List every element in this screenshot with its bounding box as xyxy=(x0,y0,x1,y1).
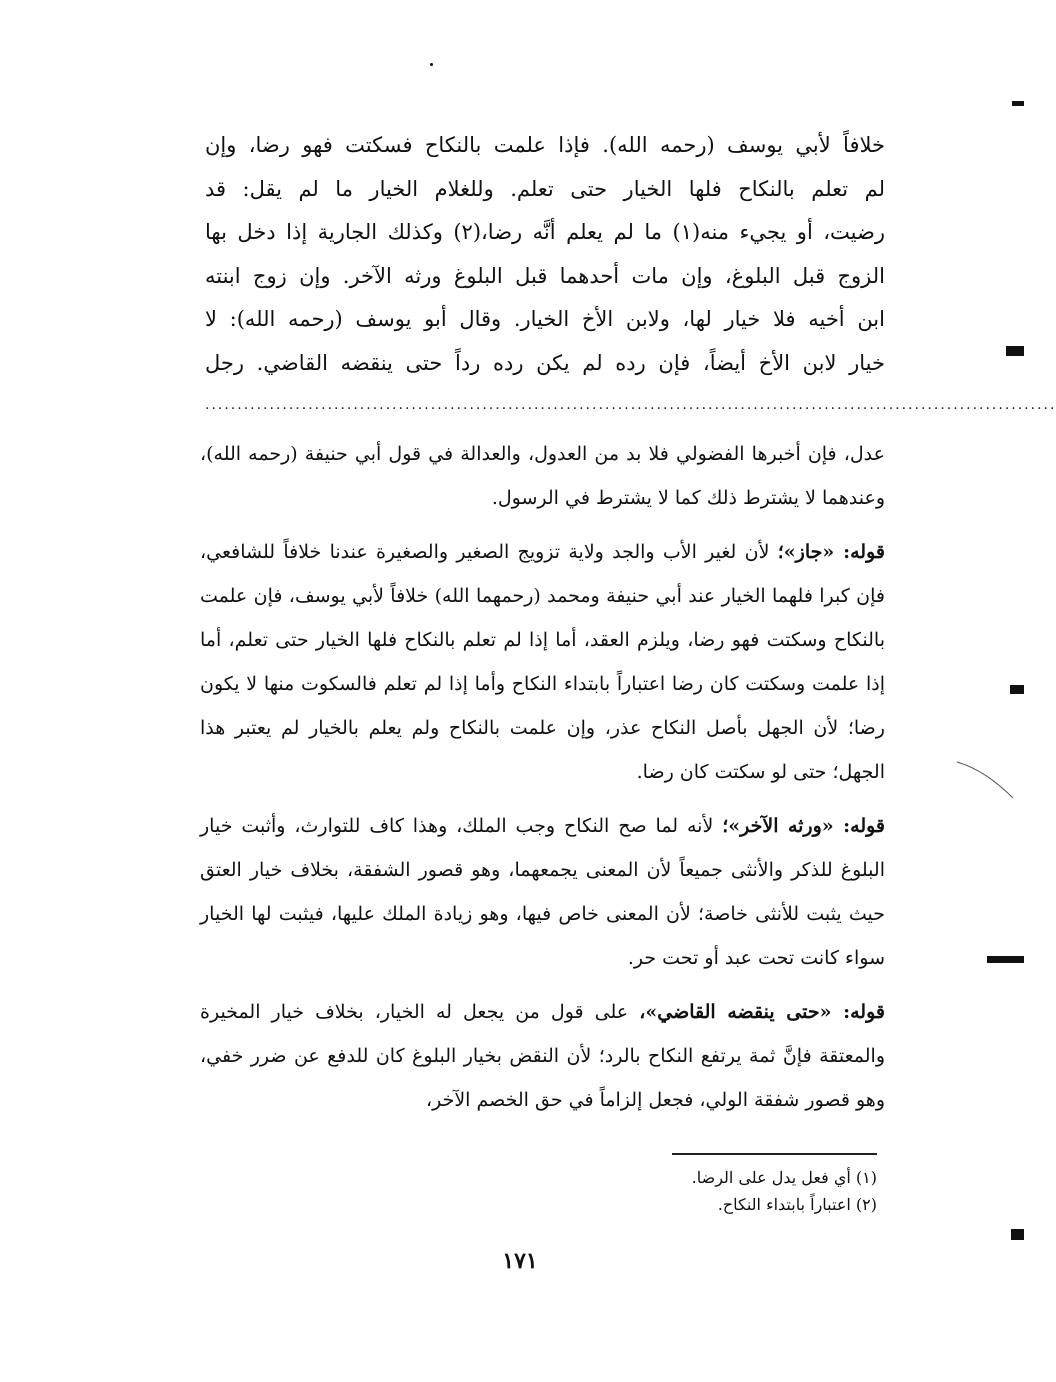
scan-artifact-curve xyxy=(955,760,1015,800)
scan-artifact xyxy=(430,63,433,66)
commentary-block xyxy=(200,432,885,1132)
main-text-line: خيار لابن الأخ أيضاً، فإن رده لم يكن رده رداً حتى ينقضه القاضي. رجل xyxy=(205,350,885,375)
main-text-line: الزوج قبل البلوغ، وإن مات أحدهما قبل البلوغ ورثه الآخر. وإن زوج ابنته xyxy=(205,263,885,288)
page-number: ١٧١ xyxy=(502,1248,538,1274)
commentary-paragraph xyxy=(200,530,885,794)
main-text-line: لم تعلم بالنكاح فلها الخيار حتى تعلم. وللغلام الخيار ما لم يقل: قد xyxy=(205,176,885,201)
commentary-paragraph xyxy=(200,990,885,1122)
main-text-line: ابن أخيه فلا خيار لها، ولابن الأخ الخيار. وقال أبو يوسف (رحمه الله): لا xyxy=(205,307,885,331)
scan-artifact xyxy=(1006,346,1024,356)
commentary-lead: قوله: «حتى ينقضه القاضي»، xyxy=(639,1001,885,1023)
commentary-text: لأنه لما صح النكاح وجب الملك، وهذا كاف للتوارث، وأثبت خيار البلوغ للذكر والأنثى جميعاً لأن المعنى يجمعهما، وهو قصور الشفقة، بخلاف خيار العتق حيث يثبت للأنثى خاصة؛ لأن المعنى خاص فيها، وهو زيادة الملك عليها، فيثبت لها الخيار سواء كانت تحت عبد أو تحت حر. xyxy=(200,815,885,969)
commentary-lead: قوله: «ورثه الآخر»؛ xyxy=(722,815,886,837)
commentary-paragraph xyxy=(200,804,885,980)
footnote: (٢) اعتباراً بابتداء النكاح. xyxy=(717,1195,877,1214)
commentary-text: عدل، فإن أخبرها الفضولي فلا بد من العدول، والعدالة في قول أبي حنيفة (رحمه الله)، وعندهما لا يشترط ذلك كما لا يشترط في الرسول. xyxy=(200,443,885,509)
commentary-text: لأن لغير الأب والجد ولاية تزويج الصغير والصغيرة عندنا خلافاً للشافعي، فإن كبرا فلهما الخيار عند أبي حنيفة ومحمد (رحمهما الله) خلافاً لأبي يوسف، فإن علمت بالنكاح وسكتت فهو رضا، ويلزم العقد، أما إذا لم تعلم بالنكاح فلها الخيار حتى تعلم، أما إذا علمت وسكتت كان رضا اعتباراً بابتداء النكاح وأما إذا لم تعلم فالسكوت منها لا يكون رضا؛ لأن الجهل بأصل النكاح عذر، وإن علمت بالنكاح ولم يعلم بالخيار لم يعتبر هذا الجهل؛ حتى لو سكتت كان رضا. xyxy=(200,541,885,783)
commentary-text: على قول من يجعل له الخيار، بخلاف خيار المخيرة والمعتقة فإنَّ ثمة يرتفع النكاح بالرد؛ لأن النقض بخيار البلوغ كان للدفع عن ضرر خفي، وهو قصور شفقة الولي، فجعل إلزاماً في حق الخصم الآخر، xyxy=(200,1001,885,1111)
main-text-line: خلافاً لأبي يوسف (رحمه الله). فإذا علمت بالنكاح فسكتت فهو رضا، وإن xyxy=(205,133,885,157)
dotted-separator: .................................................................................................................................... xyxy=(205,397,1056,413)
scan-artifact xyxy=(1010,685,1024,694)
main-text-line: رضيت، أو يجيء منه(١) ما لم يعلم أنَّه رضا،(٢) وكذلك الجارية إذا دخل بها xyxy=(205,220,885,244)
commentary-paragraph xyxy=(200,432,885,520)
scan-artifact xyxy=(1011,1229,1024,1240)
scan-artifact xyxy=(987,956,1024,963)
commentary-lead: قوله: «جاز»؛ xyxy=(777,541,885,563)
footnote: (١) أي فعل يدل على الرضا. xyxy=(691,1168,877,1187)
footnotes xyxy=(560,1164,877,1218)
scan-artifact xyxy=(1012,101,1024,106)
footnote-rule xyxy=(672,1153,877,1155)
main-text-block xyxy=(205,124,885,385)
